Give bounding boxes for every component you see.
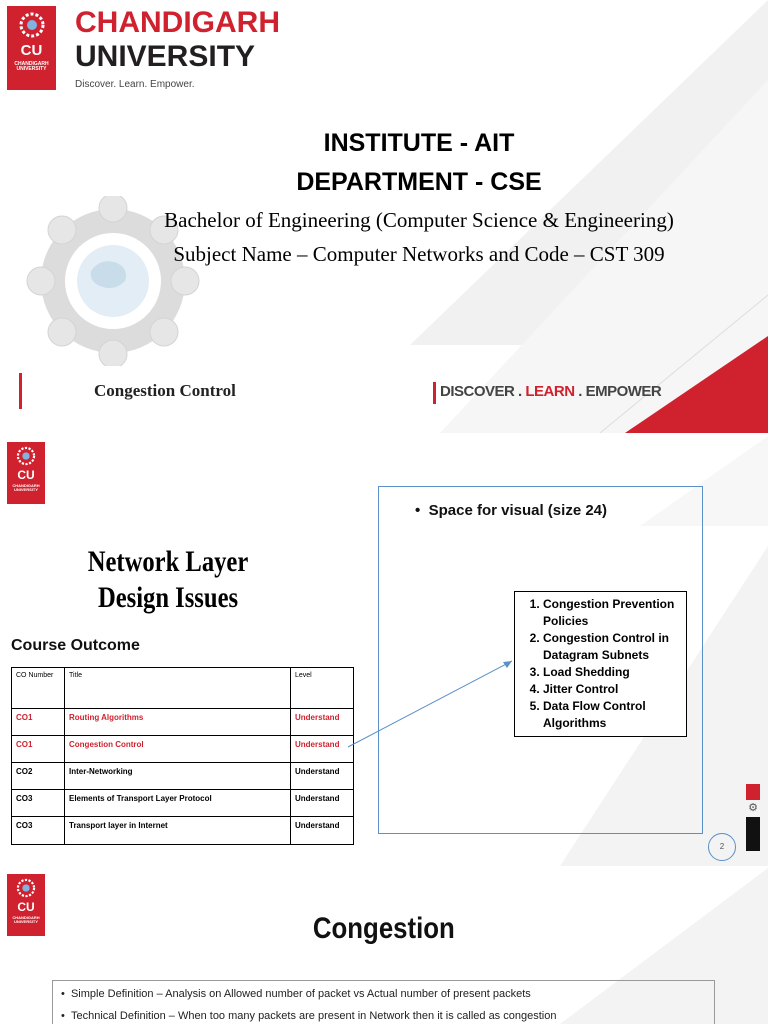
cell-title: Congestion Control [65, 736, 291, 763]
department-title: DEPARTMENT - CSE [296, 168, 542, 196]
cell-co: CO1 [12, 736, 65, 763]
side-red-tab [746, 784, 760, 800]
cu-emblem-icon [15, 877, 37, 899]
definition-box [52, 980, 715, 1024]
logo-subtext: CHANDIGARH UNIVERSITY [14, 61, 49, 72]
cell-level: Understand [291, 763, 354, 790]
institute-title: INSTITUTE - AIT [323, 129, 515, 157]
slide-title: Congestion [312, 912, 455, 945]
definition-item: • Simple Definition – Analysis on Allowed number of packet vs Actual number of present packets [61, 988, 531, 1000]
topic-item: 3. Load Shedding [543, 664, 680, 681]
cu-emblem-icon [17, 10, 47, 40]
motto-empower: EMPOWER [585, 383, 662, 400]
side-black-tab [746, 817, 760, 851]
cell-level: Understand [291, 709, 354, 736]
cell-level: Understand [291, 790, 354, 817]
slide-title-line1: Network Layer [87, 545, 249, 578]
title-slide [0, 0, 768, 433]
cell-co: CO1 [12, 709, 65, 736]
course-outcome-heading: Course Outcome [11, 637, 140, 654]
subject-line: Subject Name – Computer Networks and Code – CST 309 [173, 242, 665, 266]
footer-motto [440, 383, 661, 400]
topics-list [521, 596, 680, 732]
logo-initials: CU [17, 468, 35, 482]
topics-list-box [514, 591, 687, 737]
cu-logo [7, 874, 45, 936]
bullet-dot-icon: • [415, 502, 429, 519]
degree-line: Bachelor of Engineering (Computer Science & Engineering) [164, 208, 674, 232]
motto-discover: DISCOVER [440, 383, 515, 400]
cell-co: CO3 [12, 817, 65, 845]
visual-bullet-text: Space for visual (size 24) [428, 502, 608, 519]
cell-level: Understand [291, 736, 354, 763]
logo-initials: CU [17, 900, 35, 914]
topic-item: 2. Congestion Control in Datagram Subnets [543, 630, 680, 664]
cu-logo [7, 6, 56, 90]
cell-co: CO3 [12, 790, 65, 817]
definition-text: Technical Definition – When too many packets are present in Network then it is called as congestion [70, 1010, 557, 1022]
side-gear-icon: ⚙ [748, 802, 758, 814]
cell-level: Understand [291, 817, 354, 845]
topic-item: 5. Data Flow Control Algorithms [543, 698, 680, 732]
motto-learn: LEARN [525, 383, 575, 400]
university-name-line1: CHANDIGARH [75, 6, 280, 39]
cell-title: Routing Algorithms [65, 709, 291, 736]
course-outcome-slide [0, 436, 768, 866]
footer-accent-bar [433, 382, 436, 404]
topic-item: 4. Jitter Control [543, 681, 680, 698]
logo-subtext: CHANDIGARH UNIVERSITY [12, 483, 40, 492]
cell-co: CO2 [12, 763, 65, 790]
header-title: Title [65, 668, 291, 709]
cell-title: Elements of Transport Layer Protocol [65, 790, 291, 817]
logo-subtext: CHANDIGARH UNIVERSITY [12, 915, 40, 924]
congestion-slide [0, 868, 768, 1024]
university-tagline: Discover. Learn. Empower. [75, 79, 195, 90]
topic-accent-bar [19, 373, 22, 409]
topic-title: Congestion Control [94, 381, 236, 400]
slide-title-line2: Design Issues [97, 581, 239, 614]
header-co-number: CO Number [12, 668, 65, 709]
motto-dot: . [514, 383, 526, 400]
cell-title: Transport layer in Internet [65, 817, 291, 845]
logo-initials: CU [20, 42, 43, 59]
definition-text: Simple Definition – Analysis on Allowed number of packet vs Actual number of present packets [70, 988, 531, 1000]
page-number: 2 [708, 833, 736, 861]
university-name-line2: UNIVERSITY [75, 40, 256, 73]
topic-item: 1. Congestion Prevention Policies [543, 596, 680, 630]
motto-dot: . [574, 383, 586, 400]
cell-title: Inter-Networking [65, 763, 291, 790]
header-level: Level [291, 668, 354, 709]
definition-item: • Technical Definition – When too many packets are present in Network then it is called as congestion [61, 1010, 557, 1022]
